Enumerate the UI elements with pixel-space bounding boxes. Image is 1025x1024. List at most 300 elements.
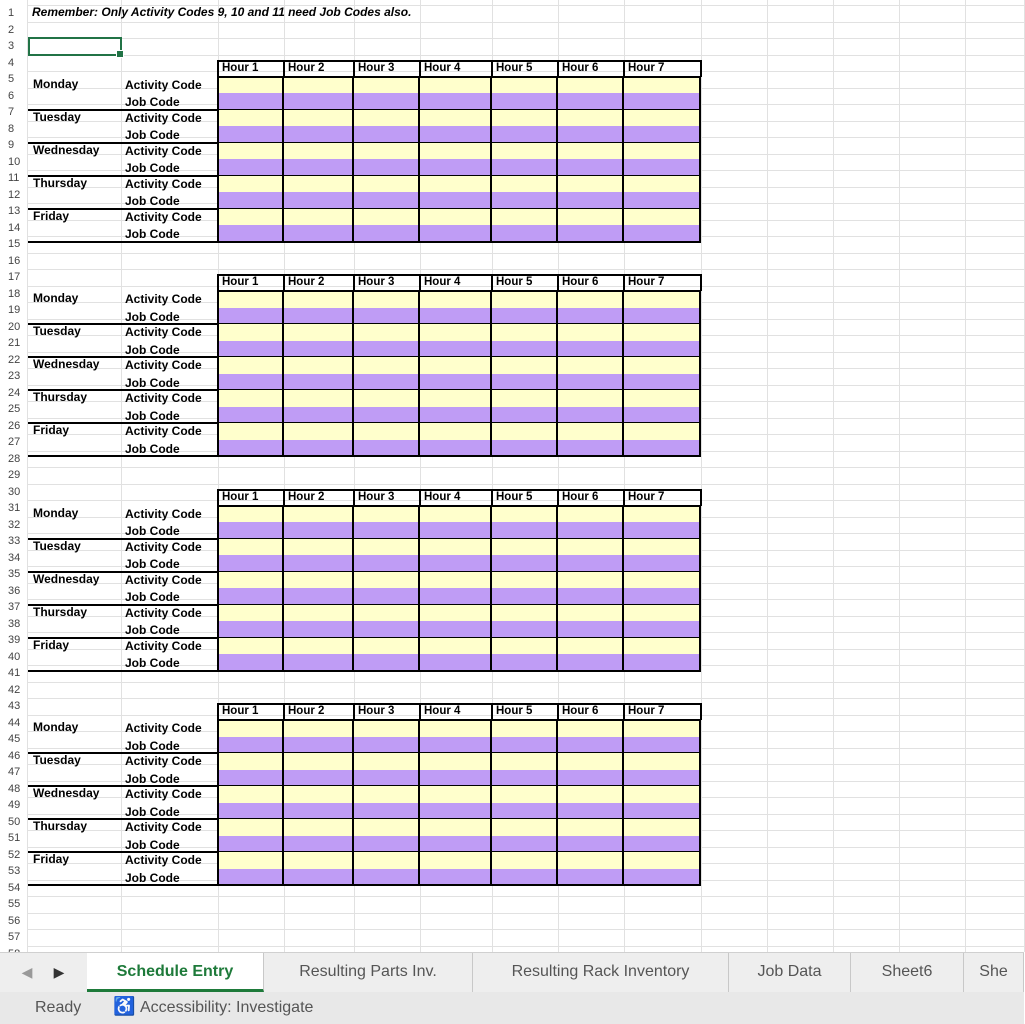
job-code-cell[interactable] — [420, 192, 492, 209]
activity-code-cell[interactable] — [558, 572, 624, 589]
job-code-label[interactable]: Job Code — [125, 128, 180, 142]
activity-code-cell[interactable] — [624, 572, 701, 589]
row-number[interactable]: 52 — [8, 848, 21, 861]
activity-code-cell[interactable] — [218, 423, 284, 440]
job-code-cell[interactable] — [420, 836, 492, 853]
activity-code-cell[interactable] — [218, 638, 284, 655]
activity-code-cell[interactable] — [420, 110, 492, 127]
job-code-cell[interactable] — [420, 737, 492, 754]
row-number[interactable]: 30 — [8, 485, 21, 498]
hour-header[interactable]: Hour 5 — [496, 276, 533, 288]
row-number[interactable]: 31 — [8, 502, 21, 514]
activity-code-cell[interactable] — [218, 605, 284, 622]
activity-code-cell[interactable] — [624, 720, 701, 737]
job-code-cell[interactable] — [218, 522, 284, 539]
job-code-label[interactable]: Job Code — [125, 771, 180, 786]
activity-code-cell[interactable] — [492, 720, 558, 737]
activity-code-cell[interactable] — [624, 176, 701, 193]
row-number[interactable]: 12 — [8, 188, 21, 201]
activity-code-cell[interactable] — [624, 539, 701, 556]
job-code-label[interactable]: Job Code — [125, 656, 180, 670]
sheet-tab[interactable]: Resulting Rack Inventory — [473, 953, 729, 992]
row-number[interactable]: 46 — [8, 749, 21, 762]
job-code-label[interactable]: Job Code — [125, 623, 180, 637]
activity-code-cell[interactable] — [492, 110, 558, 127]
job-code-cell[interactable] — [218, 308, 284, 325]
activity-code-cell[interactable] — [624, 143, 701, 160]
job-code-cell[interactable] — [354, 192, 420, 209]
activity-code-cell[interactable] — [558, 819, 624, 836]
row-number[interactable]: 7 — [8, 106, 15, 118]
activity-code-cell[interactable] — [420, 209, 492, 226]
activity-code-cell[interactable] — [218, 786, 284, 803]
job-code-cell[interactable] — [558, 341, 624, 358]
job-code-cell[interactable] — [624, 374, 701, 391]
day-label[interactable]: Friday — [33, 637, 70, 652]
row-number[interactable]: 10 — [8, 155, 21, 168]
job-code-cell[interactable] — [492, 770, 558, 787]
activity-code-cell[interactable] — [624, 209, 701, 226]
activity-code-cell[interactable] — [420, 143, 492, 160]
row-number[interactable]: 48 — [8, 782, 21, 795]
job-code-cell[interactable] — [218, 836, 284, 853]
activity-code-cell[interactable] — [558, 539, 624, 556]
activity-code-cell[interactable] — [420, 572, 492, 589]
activity-code-cell[interactable] — [284, 605, 354, 622]
activity-code-cell[interactable] — [420, 506, 492, 523]
row-number[interactable]: 40 — [8, 650, 21, 663]
activity-code-cell[interactable] — [420, 852, 492, 869]
job-code-cell[interactable] — [624, 803, 701, 820]
activity-code-cell[interactable] — [218, 753, 284, 770]
activity-code-label[interactable]: Activity Code — [125, 358, 202, 372]
day-label[interactable]: Thursday — [33, 819, 88, 833]
activity-code-cell[interactable] — [284, 110, 354, 127]
job-code-cell[interactable] — [284, 555, 354, 572]
row-number[interactable]: 42 — [8, 683, 21, 696]
activity-code-cell[interactable] — [420, 786, 492, 803]
job-code-cell[interactable] — [492, 192, 558, 209]
hour-header[interactable]: Hour 1 — [222, 61, 259, 74]
day-label[interactable]: Wednesday — [33, 571, 100, 586]
row-number[interactable]: 32 — [8, 518, 21, 531]
row-number[interactable]: 43 — [8, 700, 21, 712]
activity-code-cell[interactable] — [284, 324, 354, 341]
job-code-cell[interactable] — [218, 225, 284, 242]
job-code-cell[interactable] — [558, 192, 624, 209]
hour-header[interactable]: Hour 6 — [562, 61, 599, 74]
job-code-cell[interactable] — [354, 159, 420, 176]
row-number[interactable]: 55 — [8, 898, 21, 910]
activity-code-cell[interactable] — [558, 638, 624, 655]
job-code-cell[interactable] — [558, 588, 624, 605]
job-code-cell[interactable] — [624, 770, 701, 787]
day-label[interactable]: Friday — [33, 852, 70, 866]
row-number[interactable]: 39 — [8, 634, 21, 646]
job-code-cell[interactable] — [492, 225, 558, 242]
activity-code-cell[interactable] — [218, 143, 284, 160]
job-code-label[interactable]: Job Code — [125, 227, 180, 241]
hour-header[interactable]: Hour 2 — [288, 705, 325, 717]
job-code-cell[interactable] — [354, 126, 420, 143]
activity-code-cell[interactable] — [354, 209, 420, 226]
job-code-label[interactable]: Job Code — [125, 375, 180, 390]
activity-code-cell[interactable] — [558, 720, 624, 737]
status-accessibility[interactable]: Accessibility: Investigate — [140, 999, 314, 1016]
activity-code-cell[interactable] — [558, 506, 624, 523]
job-code-cell[interactable] — [218, 555, 284, 572]
activity-code-cell[interactable] — [420, 176, 492, 193]
job-code-cell[interactable] — [354, 374, 420, 391]
job-code-cell[interactable] — [284, 374, 354, 391]
day-label[interactable]: Tuesday — [33, 324, 81, 338]
activity-code-cell[interactable] — [420, 291, 492, 308]
row-number[interactable]: 54 — [8, 881, 21, 894]
activity-code-cell[interactable] — [284, 819, 354, 836]
activity-code-cell[interactable] — [354, 176, 420, 193]
job-code-cell[interactable] — [420, 225, 492, 242]
job-code-cell[interactable] — [420, 522, 492, 539]
row-number[interactable]: 14 — [8, 221, 21, 234]
hour-header[interactable]: Hour 5 — [496, 61, 533, 74]
activity-code-cell[interactable] — [420, 638, 492, 655]
activity-code-label[interactable]: Activity Code — [125, 754, 202, 768]
job-code-label[interactable]: Job Code — [125, 309, 180, 324]
job-code-cell[interactable] — [492, 737, 558, 754]
job-code-cell[interactable] — [492, 126, 558, 143]
activity-code-cell[interactable] — [284, 506, 354, 523]
activity-code-label[interactable]: Activity Code — [125, 506, 202, 521]
activity-code-cell[interactable] — [420, 77, 492, 94]
row-number[interactable]: 29 — [8, 469, 21, 481]
job-code-cell[interactable] — [492, 836, 558, 853]
day-label[interactable]: Friday — [33, 423, 70, 437]
day-label[interactable]: Wednesday — [33, 357, 100, 371]
job-code-label[interactable]: Job Code — [125, 557, 180, 571]
job-code-cell[interactable] — [284, 93, 354, 110]
activity-code-cell[interactable] — [492, 506, 558, 523]
activity-code-cell[interactable] — [284, 209, 354, 226]
job-code-cell[interactable] — [218, 588, 284, 605]
job-code-cell[interactable] — [284, 192, 354, 209]
activity-code-cell[interactable] — [492, 572, 558, 589]
job-code-cell[interactable] — [558, 621, 624, 638]
job-code-cell[interactable] — [420, 621, 492, 638]
activity-code-cell[interactable] — [558, 605, 624, 622]
job-code-cell[interactable] — [284, 126, 354, 143]
job-code-cell[interactable] — [284, 869, 354, 886]
job-code-cell[interactable] — [558, 770, 624, 787]
job-code-cell[interactable] — [558, 836, 624, 853]
activity-code-label[interactable]: Activity Code — [125, 721, 202, 735]
activity-code-cell[interactable] — [218, 506, 284, 523]
activity-code-cell[interactable] — [284, 572, 354, 589]
activity-code-cell[interactable] — [284, 357, 354, 374]
job-code-label[interactable]: Job Code — [125, 95, 180, 109]
job-code-cell[interactable] — [492, 555, 558, 572]
day-label[interactable]: Tuesday — [33, 753, 81, 767]
job-code-cell[interactable] — [354, 836, 420, 853]
hour-header[interactable]: Hour 3 — [358, 705, 395, 717]
activity-code-cell[interactable] — [354, 753, 420, 770]
activity-code-cell[interactable] — [558, 176, 624, 193]
activity-code-cell[interactable] — [218, 539, 284, 556]
row-number[interactable]: 26 — [8, 419, 21, 432]
sheet-tab[interactable]: Schedule Entry — [87, 953, 264, 992]
activity-code-label[interactable]: Activity Code — [125, 424, 202, 438]
job-code-cell[interactable] — [420, 308, 492, 325]
activity-code-label[interactable]: Activity Code — [125, 176, 202, 191]
job-code-label[interactable]: Job Code — [125, 342, 180, 357]
hour-header[interactable]: Hour 1 — [222, 276, 259, 288]
activity-code-cell[interactable] — [492, 638, 558, 655]
row-number[interactable]: 27 — [8, 436, 21, 448]
job-code-cell[interactable] — [284, 440, 354, 457]
row-number[interactable]: 16 — [8, 254, 21, 267]
activity-code-cell[interactable] — [218, 357, 284, 374]
job-code-label[interactable]: Job Code — [125, 161, 180, 175]
activity-code-cell[interactable] — [218, 819, 284, 836]
activity-code-cell[interactable] — [354, 638, 420, 655]
job-code-cell[interactable] — [218, 407, 284, 424]
row-number[interactable]: 44 — [8, 716, 21, 729]
sheet-tab[interactable]: Resulting Parts Inv. — [264, 953, 473, 992]
activity-code-label[interactable]: Activity Code — [125, 143, 202, 158]
job-code-label[interactable]: Job Code — [125, 804, 180, 819]
activity-code-cell[interactable] — [284, 786, 354, 803]
row-number[interactable]: 6 — [8, 89, 15, 102]
job-code-cell[interactable] — [218, 737, 284, 754]
job-code-cell[interactable] — [492, 341, 558, 358]
activity-code-cell[interactable] — [558, 357, 624, 374]
hour-header[interactable]: Hour 4 — [424, 276, 461, 288]
activity-code-cell[interactable] — [492, 852, 558, 869]
row-number[interactable]: 4 — [8, 56, 15, 69]
activity-code-cell[interactable] — [558, 291, 624, 308]
job-code-cell[interactable] — [354, 654, 420, 671]
activity-code-cell[interactable] — [624, 390, 701, 407]
day-label[interactable]: Tuesday — [33, 109, 81, 124]
job-code-cell[interactable] — [354, 407, 420, 424]
job-code-cell[interactable] — [218, 621, 284, 638]
row-number[interactable]: 36 — [8, 584, 21, 597]
activity-code-cell[interactable] — [558, 110, 624, 127]
job-code-cell[interactable] — [420, 869, 492, 886]
row-number[interactable]: 38 — [8, 617, 21, 630]
job-code-cell[interactable] — [354, 803, 420, 820]
job-code-cell[interactable] — [284, 737, 354, 754]
job-code-cell[interactable] — [354, 308, 420, 325]
activity-code-cell[interactable] — [284, 291, 354, 308]
activity-code-cell[interactable] — [218, 77, 284, 94]
activity-code-cell[interactable] — [354, 819, 420, 836]
hour-header[interactable]: Hour 6 — [562, 276, 599, 288]
activity-code-label[interactable]: Activity Code — [125, 853, 202, 867]
hour-header[interactable]: Hour 7 — [628, 705, 665, 717]
job-code-cell[interactable] — [624, 654, 701, 671]
job-code-cell[interactable] — [218, 126, 284, 143]
job-code-cell[interactable] — [218, 803, 284, 820]
hour-header[interactable]: Hour 6 — [562, 705, 599, 717]
job-code-cell[interactable] — [420, 374, 492, 391]
job-code-cell[interactable] — [624, 126, 701, 143]
job-code-cell[interactable] — [624, 588, 701, 605]
row-number[interactable]: 33 — [8, 535, 21, 547]
hour-header[interactable]: Hour 3 — [358, 61, 395, 74]
activity-code-cell[interactable] — [354, 539, 420, 556]
row-number[interactable]: 45 — [8, 733, 21, 745]
activity-code-cell[interactable] — [624, 852, 701, 869]
job-code-cell[interactable] — [624, 225, 701, 242]
job-code-cell[interactable] — [420, 126, 492, 143]
job-code-cell[interactable] — [492, 654, 558, 671]
activity-code-cell[interactable] — [624, 638, 701, 655]
day-label[interactable]: Monday — [33, 505, 79, 520]
job-code-cell[interactable] — [558, 522, 624, 539]
activity-code-cell[interactable] — [354, 506, 420, 523]
row-number[interactable]: 49 — [8, 799, 21, 811]
activity-code-cell[interactable] — [354, 143, 420, 160]
sheet-tab[interactable]: Job Data — [729, 953, 851, 992]
job-code-cell[interactable] — [492, 407, 558, 424]
activity-code-label[interactable]: Activity Code — [125, 605, 202, 620]
hour-header[interactable]: Hour 7 — [628, 276, 665, 288]
activity-code-cell[interactable] — [284, 539, 354, 556]
activity-code-cell[interactable] — [624, 324, 701, 341]
job-code-cell[interactable] — [624, 555, 701, 572]
job-code-cell[interactable] — [354, 588, 420, 605]
row-number[interactable]: 53 — [8, 865, 21, 877]
job-code-cell[interactable] — [218, 654, 284, 671]
activity-code-cell[interactable] — [354, 572, 420, 589]
activity-code-cell[interactable] — [624, 605, 701, 622]
activity-code-cell[interactable] — [624, 291, 701, 308]
tab-prev-icon[interactable]: ◀ — [21, 964, 33, 980]
job-code-cell[interactable] — [420, 93, 492, 110]
sheet-tab[interactable]: Sheet6 — [851, 953, 964, 992]
row-number[interactable]: 15 — [8, 238, 21, 250]
job-code-cell[interactable] — [218, 869, 284, 886]
job-code-label[interactable]: Job Code — [125, 738, 180, 753]
activity-code-cell[interactable] — [218, 390, 284, 407]
row-number[interactable]: 35 — [8, 568, 21, 580]
job-code-cell[interactable] — [492, 522, 558, 539]
job-code-cell[interactable] — [558, 308, 624, 325]
job-code-cell[interactable] — [284, 803, 354, 820]
activity-code-label[interactable]: Activity Code — [125, 292, 202, 306]
activity-code-cell[interactable] — [354, 110, 420, 127]
job-code-cell[interactable] — [624, 407, 701, 424]
hour-header[interactable]: Hour 6 — [562, 490, 599, 503]
activity-code-label[interactable]: Activity Code — [125, 787, 202, 801]
activity-code-cell[interactable] — [624, 506, 701, 523]
activity-code-cell[interactable] — [284, 753, 354, 770]
job-code-cell[interactable] — [624, 159, 701, 176]
job-code-cell[interactable] — [624, 869, 701, 886]
job-code-cell[interactable] — [558, 869, 624, 886]
job-code-cell[interactable] — [354, 93, 420, 110]
job-code-cell[interactable] — [558, 126, 624, 143]
job-code-cell[interactable] — [284, 654, 354, 671]
job-code-cell[interactable] — [624, 440, 701, 457]
job-code-cell[interactable] — [284, 522, 354, 539]
row-number[interactable]: 34 — [8, 551, 21, 564]
job-code-cell[interactable] — [558, 737, 624, 754]
job-code-cell[interactable] — [624, 308, 701, 325]
hour-header[interactable]: Hour 1 — [222, 705, 259, 717]
job-code-cell[interactable] — [420, 654, 492, 671]
activity-code-label[interactable]: Activity Code — [125, 820, 202, 834]
job-code-cell[interactable] — [284, 308, 354, 325]
activity-code-cell[interactable] — [284, 638, 354, 655]
activity-code-cell[interactable] — [492, 753, 558, 770]
activity-code-cell[interactable] — [218, 209, 284, 226]
row-number[interactable]: 50 — [8, 815, 21, 828]
activity-code-cell[interactable] — [624, 357, 701, 374]
hour-header[interactable]: Hour 4 — [424, 61, 461, 74]
activity-code-cell[interactable] — [492, 291, 558, 308]
job-code-cell[interactable] — [420, 440, 492, 457]
activity-code-cell[interactable] — [558, 324, 624, 341]
activity-code-cell[interactable] — [558, 753, 624, 770]
activity-code-cell[interactable] — [624, 423, 701, 440]
job-code-label[interactable]: Job Code — [125, 194, 180, 208]
job-code-cell[interactable] — [284, 836, 354, 853]
job-code-cell[interactable] — [218, 192, 284, 209]
activity-code-cell[interactable] — [492, 209, 558, 226]
activity-code-cell[interactable] — [492, 77, 558, 94]
row-number[interactable]: 47 — [8, 766, 21, 778]
job-code-cell[interactable] — [354, 522, 420, 539]
activity-code-label[interactable]: Activity Code — [125, 110, 202, 125]
job-code-label[interactable]: Job Code — [125, 870, 180, 885]
job-code-cell[interactable] — [492, 308, 558, 325]
row-number[interactable]: 13 — [8, 205, 21, 217]
row-number[interactable]: 9 — [8, 139, 15, 151]
activity-code-cell[interactable] — [492, 819, 558, 836]
job-code-cell[interactable] — [284, 407, 354, 424]
activity-code-cell[interactable] — [492, 143, 558, 160]
activity-code-cell[interactable] — [624, 753, 701, 770]
row-number[interactable]: 5 — [8, 73, 15, 85]
job-code-cell[interactable] — [558, 803, 624, 820]
activity-code-cell[interactable] — [558, 77, 624, 94]
job-code-cell[interactable] — [558, 93, 624, 110]
job-code-cell[interactable] — [492, 93, 558, 110]
job-code-cell[interactable] — [624, 836, 701, 853]
job-code-label[interactable]: Job Code — [125, 837, 180, 852]
job-code-cell[interactable] — [284, 621, 354, 638]
hour-header[interactable]: Hour 7 — [628, 61, 665, 74]
activity-code-cell[interactable] — [284, 423, 354, 440]
activity-code-cell[interactable] — [354, 720, 420, 737]
job-code-cell[interactable] — [354, 770, 420, 787]
activity-code-cell[interactable] — [492, 176, 558, 193]
hour-header[interactable]: Hour 1 — [222, 490, 259, 503]
row-number[interactable]: 56 — [8, 914, 21, 927]
job-code-cell[interactable] — [492, 159, 558, 176]
activity-code-cell[interactable] — [284, 390, 354, 407]
activity-code-cell[interactable] — [492, 786, 558, 803]
activity-code-cell[interactable] — [624, 819, 701, 836]
row-number[interactable]: 21 — [8, 337, 21, 349]
row-number[interactable]: 24 — [8, 386, 21, 399]
activity-code-cell[interactable] — [218, 852, 284, 869]
job-code-cell[interactable] — [218, 440, 284, 457]
activity-code-cell[interactable] — [492, 357, 558, 374]
job-code-cell[interactable] — [624, 93, 701, 110]
activity-code-cell[interactable] — [624, 786, 701, 803]
